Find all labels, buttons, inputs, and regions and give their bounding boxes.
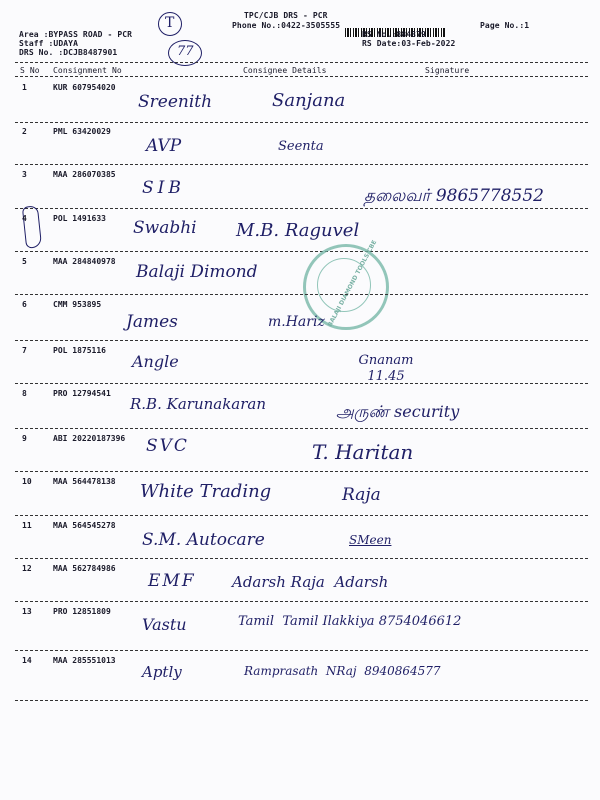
row-divider <box>15 208 588 209</box>
row-consignee: R.B. Karunakaran <box>130 395 267 413</box>
circle-mark-t: T <box>158 12 182 36</box>
phone-number: Phone No.:0422-3505555 <box>232 21 341 30</box>
header-rule-top <box>15 62 588 63</box>
row-sno: 12 <box>22 564 32 573</box>
row-signature: தலைவர் 9865778552 <box>364 186 544 206</box>
column-signature: Signature <box>425 66 470 75</box>
row-sno: 10 <box>22 477 32 486</box>
row-divider <box>15 515 588 516</box>
company-stamp: BALAJI DIAMOND TOOLS CBE <box>303 244 389 330</box>
row-signature: Adarsh Raja Adarsh <box>232 573 389 591</box>
row-signature: Gnanam 11.45 <box>358 353 414 384</box>
column-consignee: Consignee Details <box>243 66 327 75</box>
row-consignee: EMF <box>148 571 196 591</box>
row-consignee: James <box>126 312 178 332</box>
row-divider <box>15 164 588 165</box>
row-sno: 11 <box>22 521 32 530</box>
row-consignee: Sreenith <box>138 92 213 112</box>
row-consignee: Aptly <box>142 663 182 681</box>
row-signature: Seenta <box>278 139 324 154</box>
row-consignee: S.M. Autocare <box>142 530 265 550</box>
row-consignee: SVC <box>146 436 189 456</box>
row-consignment: POL 1875116 <box>53 346 106 355</box>
row-signature: T. Haritan <box>312 440 414 464</box>
row-sno: 9 <box>22 434 27 443</box>
row-divider <box>15 294 588 295</box>
row-signature: அருண் security <box>336 402 460 421</box>
row-consignee: AVP <box>146 136 182 156</box>
row-sno: 13 <box>22 607 32 616</box>
row-consignment: KUR 607954020 <box>53 83 116 92</box>
drs-number: DRS No. :DCJB8487901 <box>19 48 118 57</box>
row-sno: 2 <box>22 127 27 136</box>
row-signature: Sanjana <box>272 90 346 111</box>
row-sno: 7 <box>22 346 27 355</box>
row-consignee: Balaji Dimond <box>136 262 258 282</box>
row-sno: 1 <box>22 83 27 92</box>
row-divider <box>15 428 588 429</box>
rs-number: RS No.:884879 <box>362 30 426 39</box>
row-sno: 14 <box>22 656 32 665</box>
row-consignee: Swabhi <box>133 218 197 238</box>
row-consignment: MAA 286070385 <box>53 170 116 179</box>
row-sno: 5 <box>22 257 27 266</box>
row-consignment: PML 63420029 <box>53 127 111 136</box>
row-consignee: Vastu <box>142 615 187 634</box>
row-consignment: ABI 20220187396 <box>53 434 126 443</box>
row-consignee: SIB <box>142 178 185 198</box>
row-consignment: MAA 564545278 <box>53 521 116 530</box>
row-consignment: CMM 953895 <box>53 300 102 309</box>
staff-label: Staff :UDAYA <box>19 39 78 48</box>
row-divider <box>15 340 588 341</box>
column-sno: S No <box>20 66 40 75</box>
row-divider <box>15 122 588 123</box>
header-rule-bottom <box>15 76 588 77</box>
row-consignment: MAA 564478138 <box>53 477 116 486</box>
row-divider <box>15 383 588 384</box>
row-divider <box>15 251 588 252</box>
area-label: Area :BYPASS ROAD - PCR <box>19 30 133 39</box>
row-divider <box>15 471 588 472</box>
row-signature: SMeen <box>349 533 392 547</box>
row-consignment: PRO 12794541 <box>53 389 111 398</box>
row-sno: 6 <box>22 300 27 309</box>
row-consignment: MAA 285551013 <box>53 656 116 665</box>
row-sno: 3 <box>22 170 27 179</box>
row-signature: Raja <box>342 485 381 505</box>
row-signature: Tamil Tamil Ilakkiya 8754046612 <box>238 614 462 629</box>
row-sno: 4 <box>22 214 27 223</box>
page-number: Page No.:1 <box>480 21 530 30</box>
pen-mark <box>22 205 42 248</box>
row-sno: 8 <box>22 389 27 398</box>
row-divider <box>15 601 588 602</box>
row-consignment: POL 1491633 <box>53 214 106 223</box>
row-consignment: MAA 562784986 <box>53 564 116 573</box>
row-consignee: White Trading <box>140 481 272 502</box>
row-consignee: Angle <box>132 352 179 371</box>
drs-title: TPC/CJB DRS - PCR <box>244 11 328 20</box>
row-divider <box>15 650 588 651</box>
row-divider <box>15 700 588 701</box>
row-consignment: PRO 12851809 <box>53 607 111 616</box>
row-consignment: MAA 284840978 <box>53 257 116 266</box>
column-consignment: Consignment No <box>53 66 122 75</box>
rs-date: RS Date:03-Feb-2022 <box>362 39 456 48</box>
row-signature: m.Hariz <box>268 314 325 330</box>
circle-mark-77: 77 <box>168 40 202 66</box>
row-signature: Ramprasath NRaj 8940864577 <box>244 664 441 678</box>
row-signature: M.B. Raguvel <box>236 220 360 241</box>
row-divider <box>15 558 588 559</box>
